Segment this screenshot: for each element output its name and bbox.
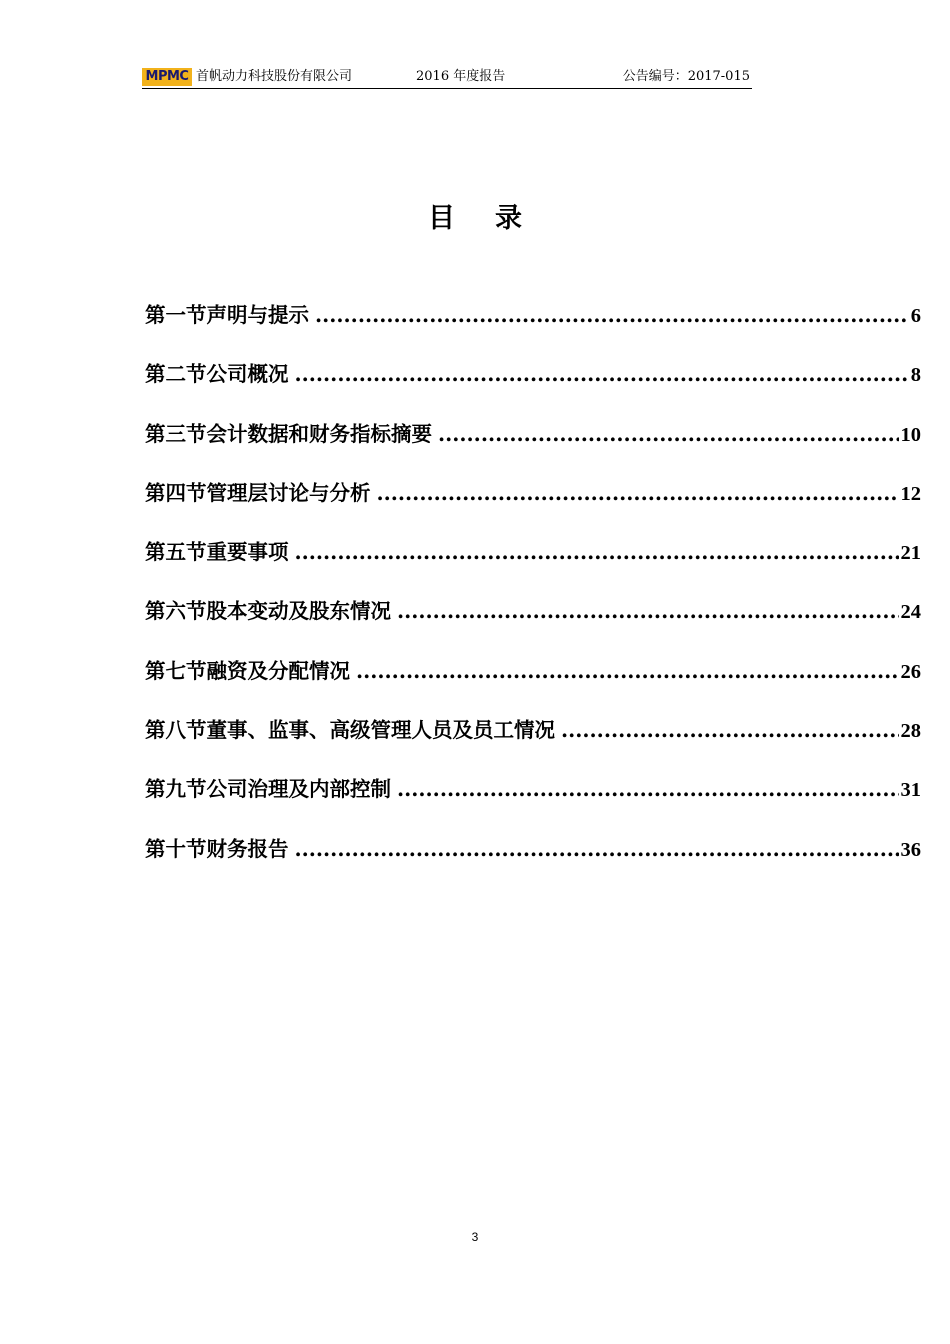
toc-leader-dots [397, 777, 899, 801]
toc-entry[interactable] [145, 594, 921, 653]
page-number: 3 [471, 1230, 479, 1244]
toc-entry[interactable] [145, 772, 921, 831]
toc-entry[interactable] [145, 654, 921, 713]
toc-entry-page: 10 [900, 423, 921, 446]
toc-entry-label: 第一节声明与提示 [145, 303, 309, 327]
toc-entry[interactable] [145, 357, 921, 416]
page-header [142, 66, 752, 89]
toc-entry-page: 24 [900, 601, 921, 624]
company-logo: MPMC [142, 68, 192, 86]
toc-entry-page: 28 [900, 720, 921, 743]
toc-entry[interactable] [145, 535, 921, 594]
toc-entry-label: 第八节董事、监事、高级管理人员及员工情况 [145, 718, 555, 743]
toc-entry[interactable] [145, 832, 921, 891]
toc-entry[interactable] [145, 476, 921, 535]
toc-entry-label: 第九节公司治理及内部控制 [145, 777, 391, 802]
toc-leader-dots [377, 481, 899, 505]
toc-entry[interactable] [145, 417, 921, 476]
header-company-name: 首帆动力科技股份有限公司 [196, 69, 353, 84]
toc-entry-label: 第四节管理层讨论与分析 [145, 480, 371, 505]
toc-entry-page: 8 [910, 364, 921, 387]
toc-entry-label: 第七节融资及分配情况 [145, 658, 350, 683]
toc-leader-dots [295, 362, 909, 386]
toc-entry-page: 26 [900, 660, 921, 683]
toc-leader-dots [356, 659, 899, 683]
toc-entry-label: 第五节重要事项 [145, 540, 289, 565]
toc-leader-dots [438, 422, 899, 446]
toc-entry-page: 6 [910, 305, 921, 327]
toc-entry-label: 第十节财务报告 [145, 836, 289, 861]
toc-entry-page: 21 [900, 542, 921, 565]
table-of-contents [145, 298, 921, 891]
toc-leader-dots [315, 303, 909, 327]
toc-leader-dots [397, 599, 899, 623]
toc-entry-label: 第六节股本变动及股东情况 [145, 599, 391, 624]
toc-entry-page: 31 [900, 779, 921, 802]
toc-entry[interactable] [145, 298, 921, 357]
toc-entry-label: 第三节会计数据和财务指标摘要 [145, 421, 432, 446]
toc-leader-dots [561, 718, 899, 742]
toc-entry-label: 第二节公司概况 [145, 362, 289, 387]
toc-entry-page: 12 [900, 482, 921, 505]
header-report-title: 2016 年度报告 [416, 69, 506, 84]
toc-entry-page: 36 [900, 838, 921, 861]
header-announcement-code: 公告编号：2017-015 [622, 69, 750, 84]
toc-leader-dots [295, 837, 899, 861]
toc-leader-dots [295, 540, 899, 564]
page-title: 目录 [428, 203, 562, 234]
toc-entry[interactable] [145, 713, 921, 772]
